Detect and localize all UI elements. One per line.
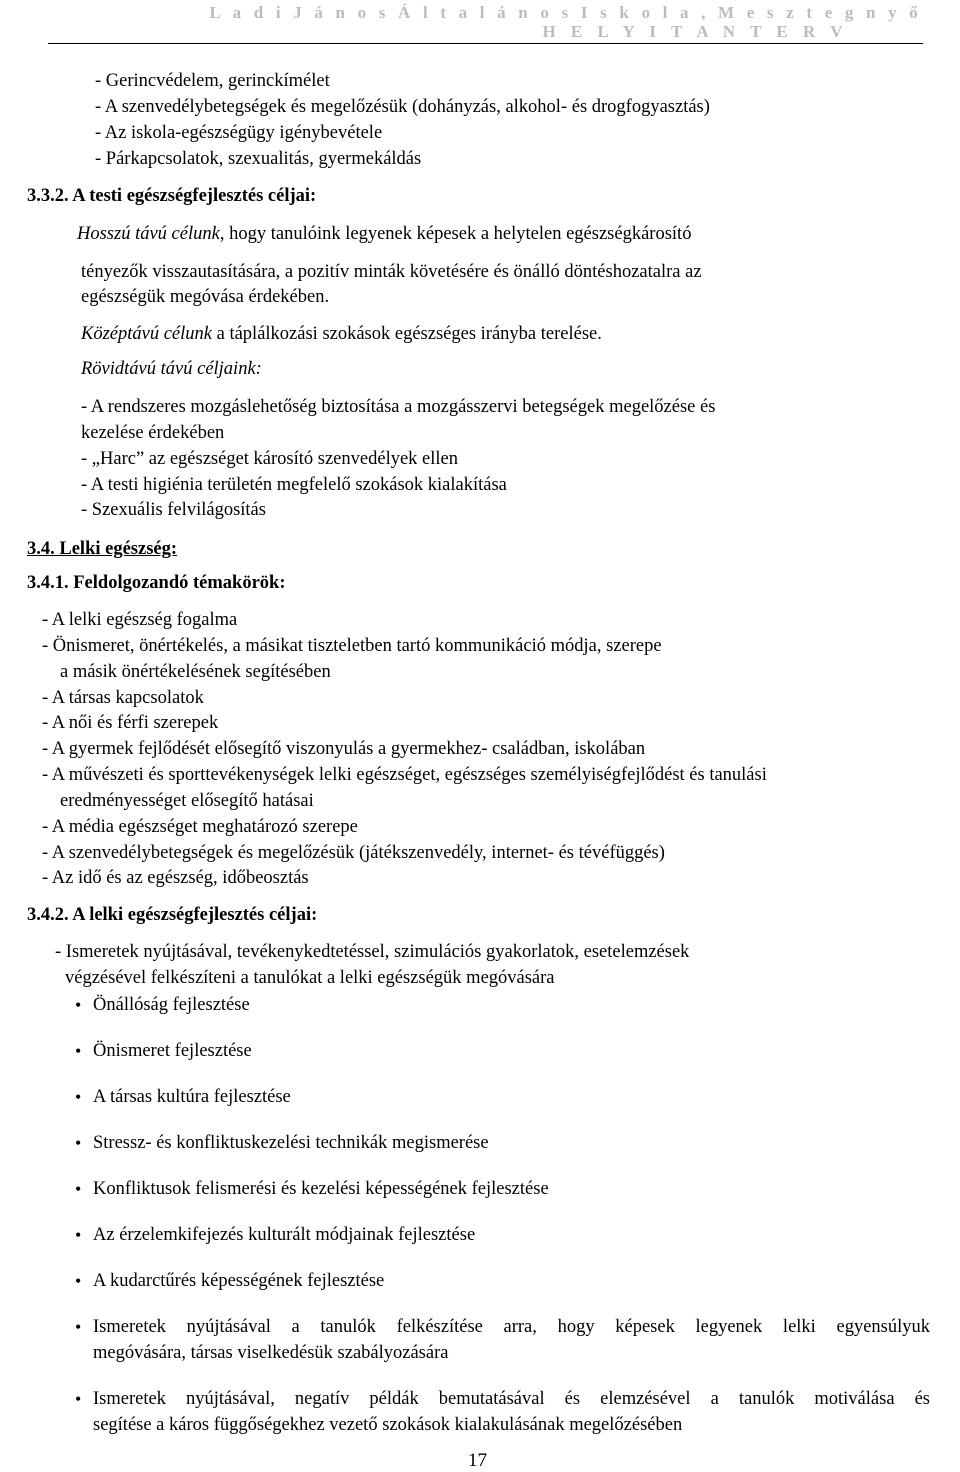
- header-school-name: L a d i J á n o s Á l t a l á n o s I s k o l a , M e s z t e g n y ő: [209, 3, 922, 22]
- list-item: - Önismeret, önértékelés, a másikat tiszteletben tartó kommunikáció módja, szerepe: [42, 636, 662, 656]
- long-term-goal-text: , hogy tanulóink legyenek képesek a helytelen egészségkárosító: [219, 224, 692, 244]
- paragraph-line: végzésével felkészíteni a tanulókat a lelki egészségük megóvására: [65, 968, 555, 988]
- list-item: kezelése érdekében: [81, 423, 225, 443]
- list-item: Stressz- és konfliktuskezelési technikák megismerése: [93, 1133, 489, 1153]
- bullet-icon: •: [75, 1317, 82, 1337]
- section-heading-3-4: 3.4. Lelki egészség:: [27, 539, 178, 559]
- list-item: A társas kultúra fejlesztése: [93, 1087, 291, 1107]
- section-heading-3-4-2: 3.4.2. A lelki egészségfejlesztés céljai:: [27, 905, 318, 925]
- paragraph-line: - Ismeretek nyújtásával, tevékenykedtetéssel, szimulációs gyakorlatok, esetelemzések: [55, 942, 690, 962]
- list-item: a másik önértékelésének segítésében: [60, 662, 331, 682]
- list-item: Önállóság fejlesztése: [93, 995, 250, 1015]
- list-item-continuation: megóvására, társas viselkedésük szabályozására: [93, 1343, 449, 1363]
- list-item: Ismeretek nyújtásával a tanulók felkészítése arra, hogy képesek legyenek lelki egyensúlyuk: [93, 1317, 930, 1337]
- list-item: - A társas kapcsolatok: [42, 688, 204, 708]
- list-item-continuation: segítése a káros függőségekhez vezető szokások kialakulásának megelőzésében: [93, 1415, 683, 1435]
- list-item: A kudarctűrés képességének fejlesztése: [93, 1271, 385, 1291]
- list-item: - Gerincvédelem, gerinckímélet: [95, 71, 330, 91]
- bullet-icon: •: [75, 1133, 82, 1153]
- bullet-icon: •: [75, 1225, 82, 1245]
- header-document-title: H E L Y I T A N T E R V: [542, 22, 848, 41]
- short-term-goals-label: Rövidtávú távú céljaink:: [81, 359, 262, 379]
- header-rule: [48, 43, 923, 44]
- long-term-goal-line-2: tényezők visszautasítására, a pozitív minták követésére és önálló döntéshozatalra az: [81, 262, 702, 282]
- list-item: Önismeret fejlesztése: [93, 1041, 252, 1061]
- section-heading-3-4-1: 3.4.1. Feldolgozandó témakörök:: [27, 573, 286, 593]
- bullet-icon: •: [75, 995, 82, 1015]
- bullet-icon: •: [75, 1179, 82, 1199]
- list-item: - Szexuális felvilágosítás: [81, 500, 266, 520]
- mid-term-goal-emphasis: Középtávú célunk: [81, 324, 212, 344]
- list-item: - A lelki egészség fogalma: [42, 610, 238, 630]
- list-item: - A női és férfi szerepek: [42, 713, 219, 733]
- list-item: - A művészeti és sporttevékenységek lelki egészséget, egészséges személyiségfejlődést és tanulási: [42, 765, 767, 785]
- list-item: - Párkapcsolatok, szexualitás, gyermekáldás: [95, 149, 422, 169]
- bullet-icon: •: [75, 1041, 82, 1061]
- list-item: Az érzelemkifejezés kulturált módjainak fejlesztése: [93, 1225, 476, 1245]
- long-term-goal-emphasis: Hosszú távú célunk: [77, 224, 220, 244]
- list-item: - A testi higiénia területén megfelelő szokások kialakítása: [81, 475, 507, 495]
- list-item: Konfliktusok felismerési és kezelési képességének fejlesztése: [93, 1179, 549, 1199]
- bullet-icon: •: [75, 1271, 82, 1291]
- list-item: - A gyermek fejlődését elősegítő viszonyulás a gyermekhez- családban, iskolában: [42, 739, 646, 759]
- list-item: - Az iskola-egészségügy igénybevétele: [95, 123, 383, 143]
- list-item: - A rendszeres mozgáslehetőség biztosítása a mozgásszervi betegségek megelőzése és: [81, 397, 716, 417]
- long-term-goal-line-3: egészségük megóvása érdekében.: [81, 287, 330, 307]
- list-item: - „Harc” az egészséget károsító szenvedélyek ellen: [81, 449, 458, 469]
- mid-term-goal-text: a táplálkozási szokások egészséges irányba terelése.: [212, 324, 602, 344]
- list-item: - A média egészséget meghatározó szerepe: [42, 817, 358, 837]
- mid-term-goal: [81, 323, 602, 345]
- list-item: eredményességet elősegítő hatásai: [60, 791, 314, 811]
- page-number: 17: [468, 1450, 487, 1471]
- list-item: Ismeretek nyújtásával, negatív példák bemutatásával és elemzésével a tanulók motiválása és: [93, 1389, 930, 1409]
- list-item: - A szenvedélybetegségek és megelőzésük (játékszenvedély, internet- és tévéfüggés): [42, 843, 665, 863]
- bullet-icon: •: [75, 1087, 82, 1107]
- list-item: - Az idő és az egészség, időbeosztás: [42, 868, 309, 888]
- bullet-icon: •: [75, 1389, 82, 1409]
- section-heading-3-3-2: 3.3.2. A testi egészségfejlesztés céljai:: [27, 186, 317, 206]
- long-term-goal-line-1: [77, 223, 691, 245]
- list-item: - A szenvedélybetegségek és megelőzésük (dohányzás, alkohol- és drogfogyasztás): [95, 97, 710, 117]
